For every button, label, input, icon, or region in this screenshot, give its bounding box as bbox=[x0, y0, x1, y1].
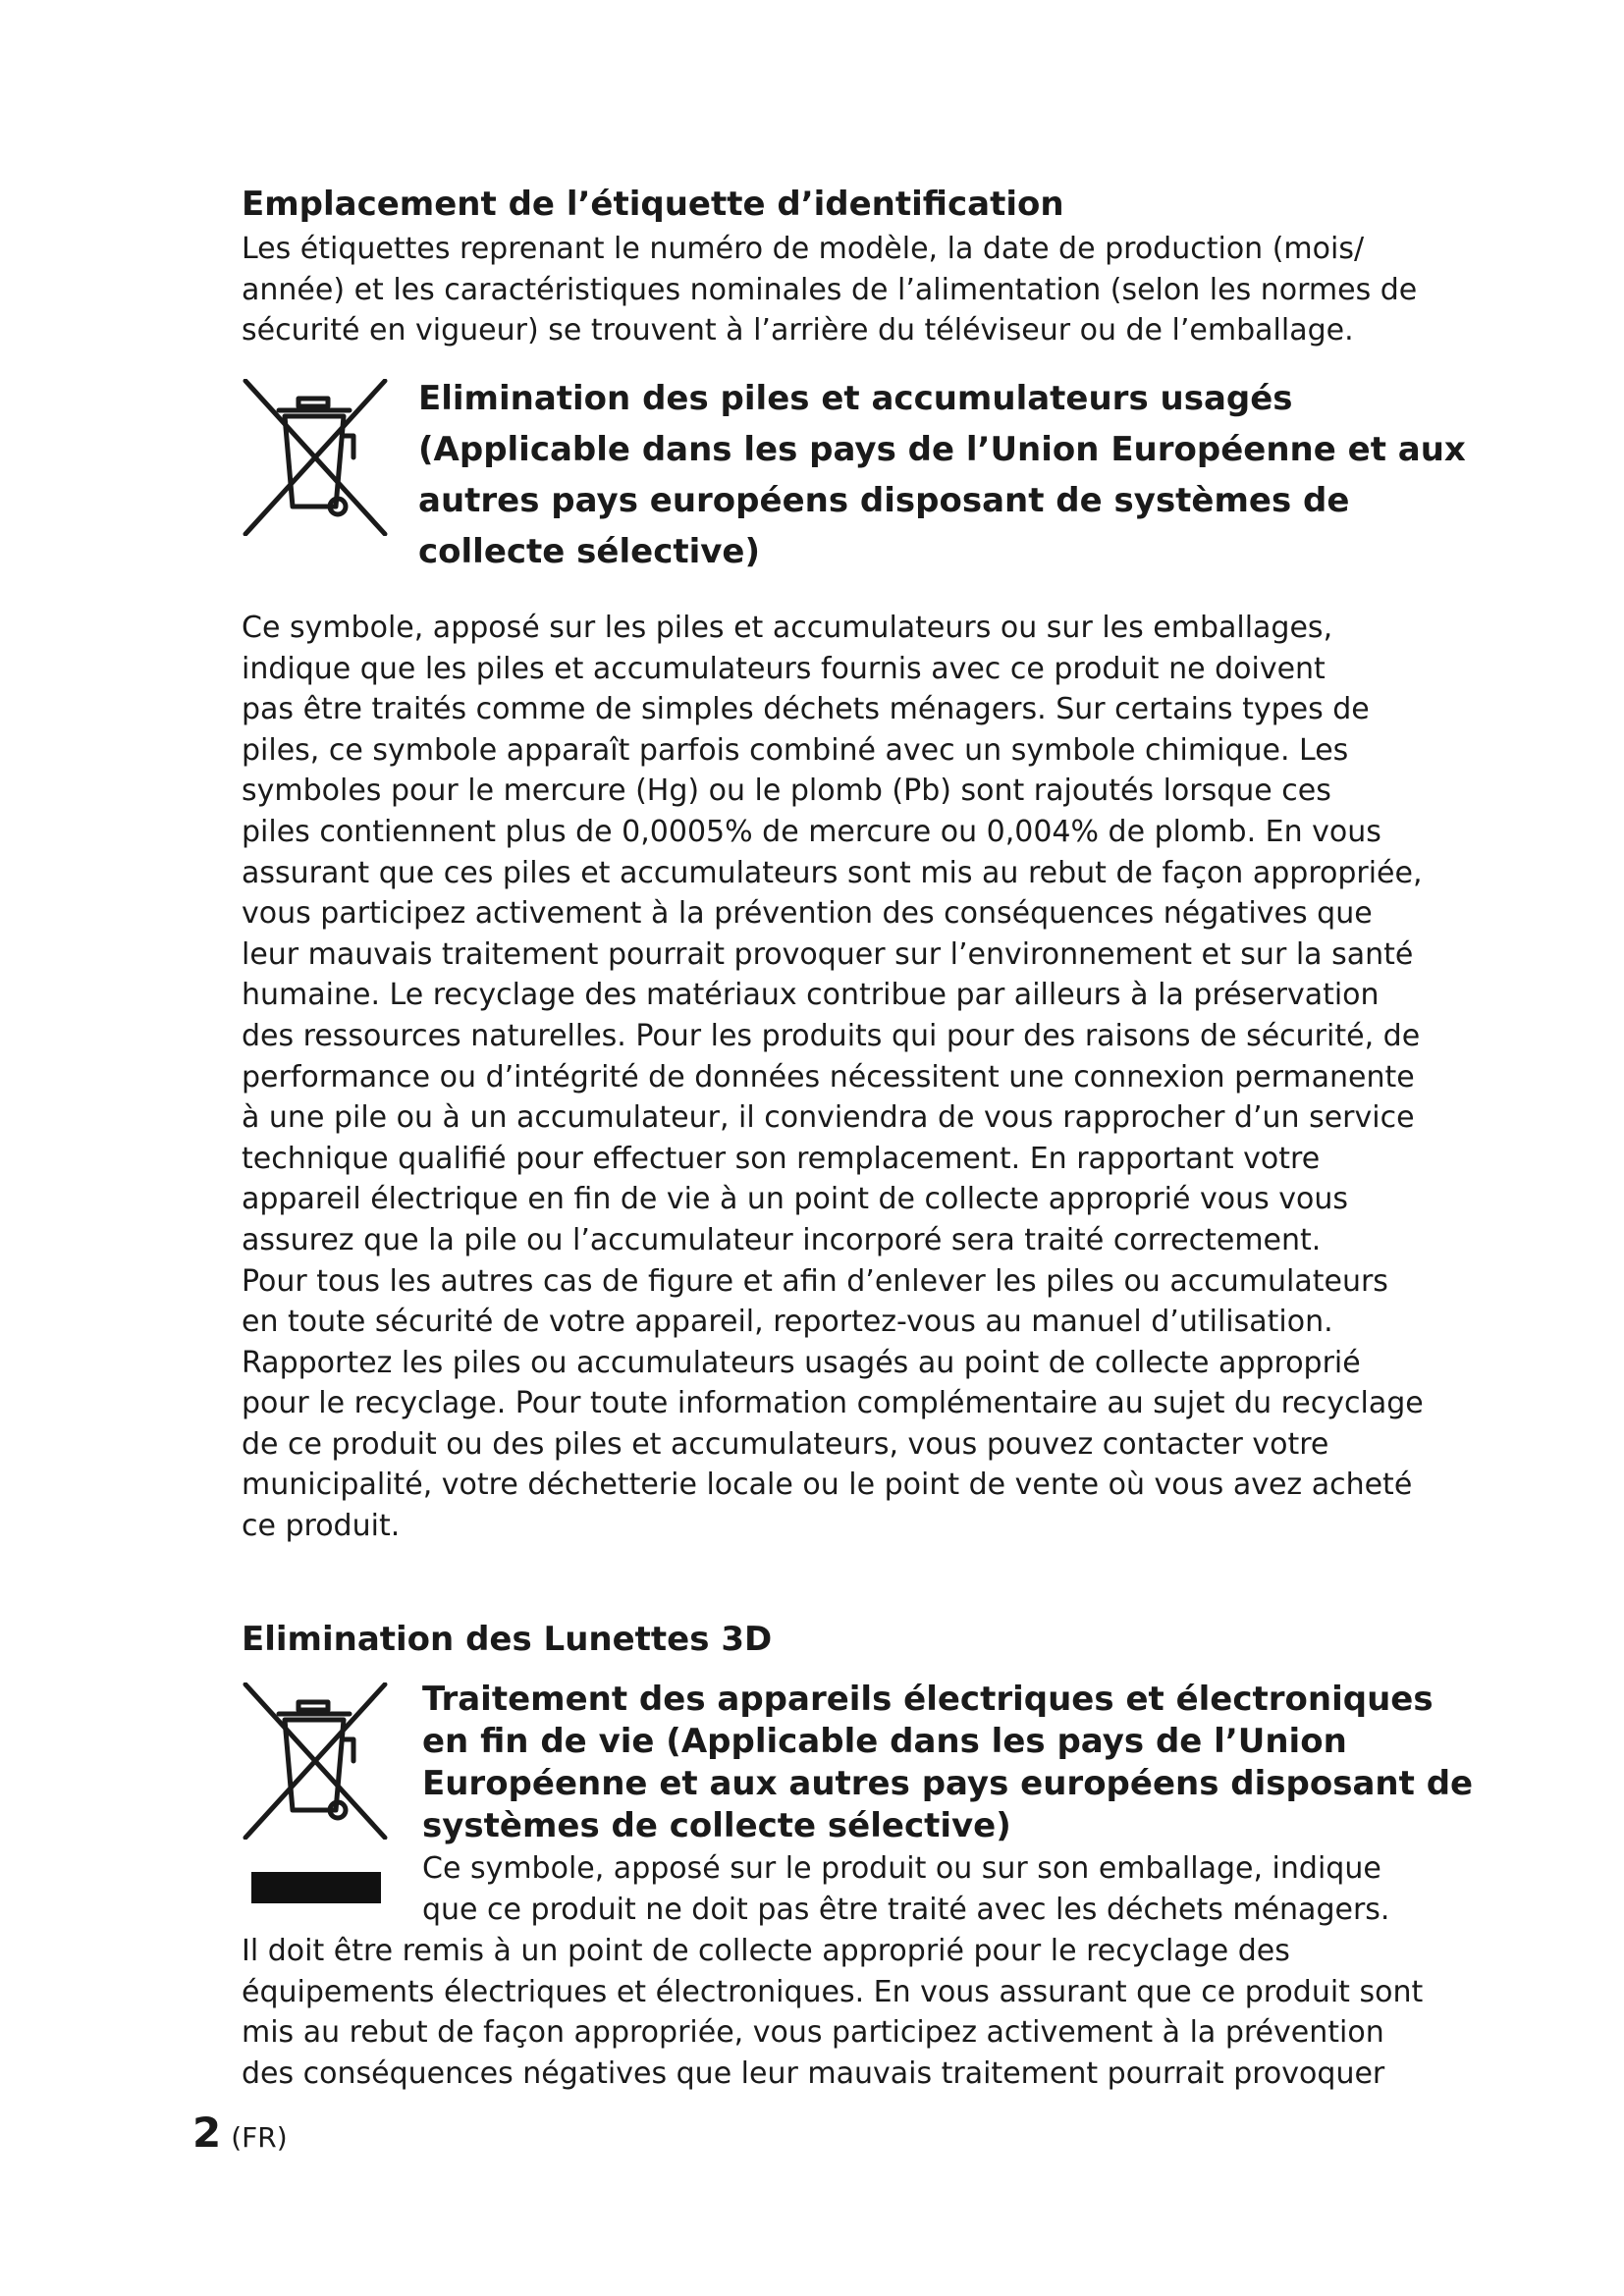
text-line: de ce produit ou des piles et accumulateurs, vous pouvez contacter votre bbox=[242, 1426, 1329, 1462]
weee-disposal-intro bbox=[422, 1848, 1389, 1930]
text-line: ce produit. bbox=[242, 1509, 401, 1544]
text-line: sécurité en vigueur) se trouvent à l’arrière du téléviseur ou de l’emballage. bbox=[242, 313, 1354, 348]
text-line: technique qualifié pour effectuer son remplacement. En rapportant votre bbox=[242, 1141, 1321, 1176]
text-line: leur mauvais traitement pourrait provoquer sur l’environnement et sur la santé bbox=[242, 936, 1414, 972]
text-line: Les étiquettes reprenant le numéro de modèle, la date de production (mois/ bbox=[242, 232, 1365, 266]
title-line: Européenne et aux autres pays européens disposant de bbox=[422, 1764, 1474, 1803]
page-footer bbox=[192, 2109, 288, 2157]
battery-disposal-text bbox=[242, 608, 1424, 1547]
text-line: vous participez activement à la prévention des conséquences négatives que bbox=[242, 896, 1373, 932]
text-line: appareil électrique en fin de vie à un point de collecte approprié vous vous bbox=[242, 1182, 1349, 1217]
title-line: en fin de vie (Applicable dans les pays de l’Union bbox=[422, 1722, 1347, 1761]
identification-label-text bbox=[242, 229, 1417, 351]
text-line: municipalité, votre déchetterie locale ou le point de vente où vous avez acheté bbox=[242, 1468, 1413, 1503]
black-bar-icon bbox=[251, 1872, 381, 1903]
title-line: autres pays européens disposant de systèmes de bbox=[418, 481, 1350, 520]
identification-label-title: Emplacement de l’étiquette d’identification bbox=[242, 185, 1064, 224]
text-line: piles, ce symbole apparaît parfois combiné avec un symbole chimique. Les bbox=[242, 732, 1349, 768]
text-line: des ressources naturelles. Pour les produits qui pour des raisons de sécurité, de bbox=[242, 1018, 1421, 1053]
text-line: mis au rebut de façon appropriée, vous participez activement à la prévention bbox=[242, 2015, 1384, 2051]
crossed-out-wheeled-bin-icon bbox=[242, 379, 389, 536]
text-line: année) et les caractéristiques nominales de l’alimentation (selon les normes de bbox=[242, 272, 1418, 307]
title-line: Elimination des piles et accumulateurs usagés bbox=[418, 379, 1293, 418]
text-line: que ce produit ne doit pas être traité avec les déchets ménagers. bbox=[422, 1892, 1390, 1927]
title-line: collecte sélective) bbox=[418, 532, 761, 571]
text-line: performance ou d’intégrité de données nécessitent une connexion permanente bbox=[242, 1059, 1415, 1095]
text-line: humaine. Le recyclage des matériaux contribue par ailleurs à la préservation bbox=[242, 978, 1380, 1013]
title-line: systèmes de collecte sélective) bbox=[422, 1806, 1011, 1845]
text-line: en toute sécurité de votre appareil, reportez-vous au manuel d’utilisation. bbox=[242, 1305, 1333, 1340]
text-line: Il doit être remis à un point de collecte approprié pour le recyclage des bbox=[242, 1934, 1290, 1968]
text-line: Rapportez les piles ou accumulateurs usagés au point de collecte approprié bbox=[242, 1345, 1361, 1380]
text-line: assurez que la pile ou l’accumulateur incorporé sera traité correctement. bbox=[242, 1222, 1322, 1257]
text-line: piles contiennent plus de 0,0005% de mercure ou 0,004% de plomb. En vous bbox=[242, 814, 1381, 849]
text-line: pas être traités comme de simples déchets ménagers. Sur certains types de bbox=[242, 692, 1370, 727]
language-code: (FR) bbox=[231, 2121, 288, 2154]
text-line: symboles pour le mercure (Hg) ou le plomb (Pb) sont rajoutés lorsque ces bbox=[242, 774, 1331, 809]
text-line: à une pile ou à un accumulateur, il conviendra de vous rapprocher d’un service bbox=[242, 1100, 1415, 1136]
text-line: indique que les piles et accumulateurs fournis avec ce produit ne doivent bbox=[242, 651, 1326, 686]
text-line: assurant que ces piles et accumulateurs sont mis au rebut de façon appropriée, bbox=[242, 855, 1423, 890]
title-line: (Applicable dans les pays de l’Union Européenne et aux bbox=[418, 430, 1466, 469]
text-line: Ce symbole, apposé sur le produit ou sur son emballage, indique bbox=[422, 1851, 1381, 1886]
page-number: 2 bbox=[192, 2109, 222, 2157]
title-line: Traitement des appareils électriques et électroniques bbox=[422, 1680, 1434, 1719]
text-line: Pour tous les autres cas de figure et afin d’enlever les piles ou accumulateurs bbox=[242, 1263, 1388, 1299]
text-line: équipements électriques et électroniques. En vous assurant que ce produit sont bbox=[242, 1974, 1424, 2009]
crossed-out-wheeled-bin-icon bbox=[242, 1682, 389, 1840]
text-line: Ce symbole, apposé sur les piles et accumulateurs ou sur les emballages, bbox=[242, 611, 1333, 645]
weee-disposal-text bbox=[242, 1931, 1423, 2094]
weee-disposal-title bbox=[422, 1679, 1473, 1847]
text-line: des conséquences négatives que leur mauvais traitement pourrait provoquer bbox=[242, 2056, 1385, 2091]
text-line: pour le recyclage. Pour toute information complémentaire au sujet du recyclage bbox=[242, 1386, 1424, 1421]
battery-disposal-title bbox=[418, 373, 1466, 577]
3d-glasses-disposal-title: Elimination des Lunettes 3D bbox=[242, 1620, 773, 1659]
